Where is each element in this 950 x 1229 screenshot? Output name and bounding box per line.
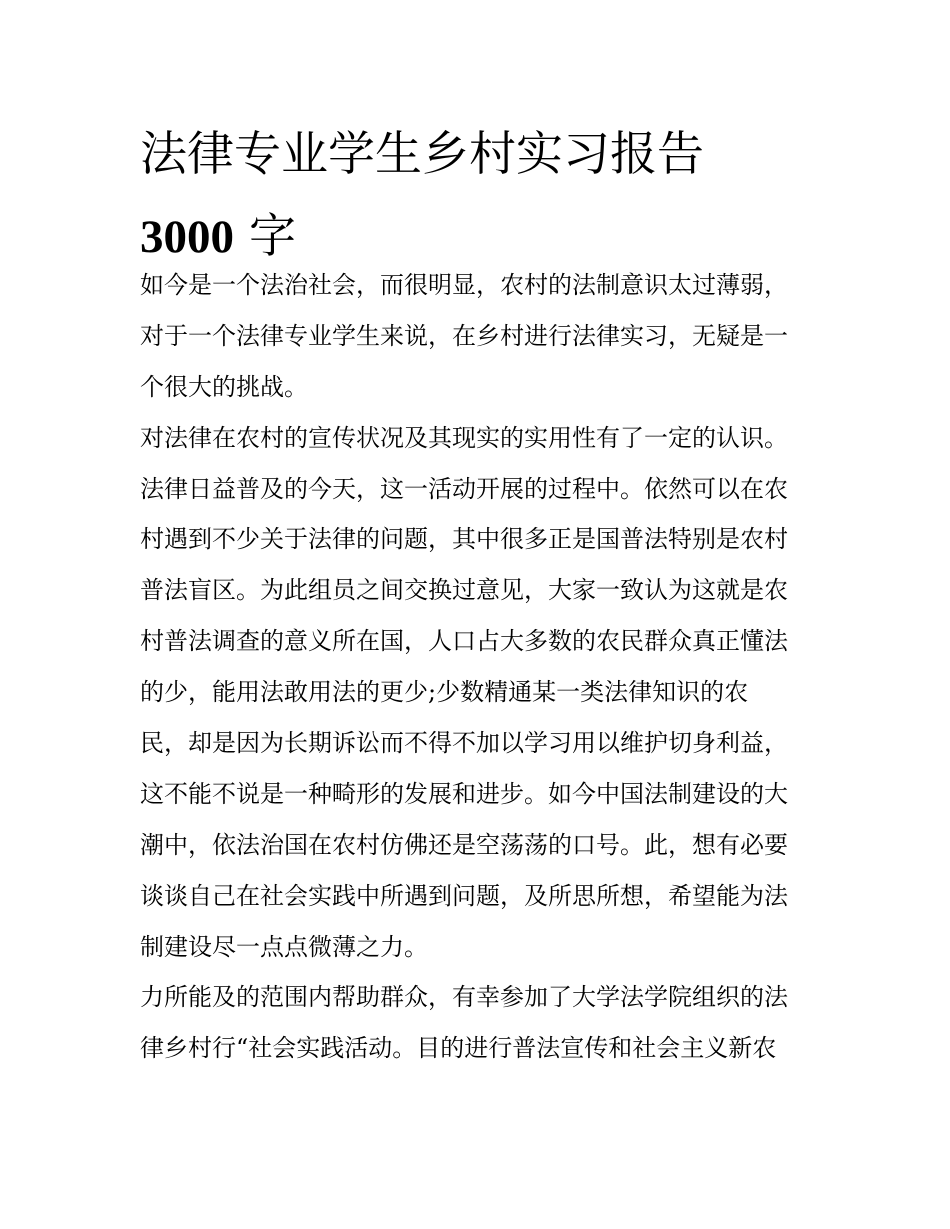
title-number: 3000	[140, 211, 234, 263]
body-line: 对于一个法律专业学生来说，在乡村进行法律实习，无疑是一	[140, 321, 788, 350]
body-line: 普法盲区。为此组员之间交换过意见，大家一致认为这就是农	[140, 576, 788, 605]
body-line: 制建设尽一点点微薄之力。	[140, 932, 428, 961]
body-line: 个很大的挑战。	[140, 372, 308, 401]
body-line: 的少，能用法敢用法的更少;少数精通某一类法律知识的农	[140, 678, 749, 707]
body-line: 潮中，依法治国在农村仿佛还是空荡荡的口号。此，想有必要	[140, 830, 788, 859]
title-line-1: 法律专业学生乡村实习报告	[140, 127, 704, 182]
body-line: 如今是一个法治社会，而很明显，农村的法制意识太过薄弱，	[140, 271, 788, 299]
body-line: 法律日益普及的今天，这一活动开展的过程中。依然可以在农	[140, 474, 788, 503]
body-line: 村遇到不少关于法律的问题，其中很多正是国普法特别是农村	[140, 525, 788, 554]
body-line: 谈谈自己在社会实践中所遇到问题，及所思所想，希望能为法	[140, 881, 788, 910]
document-title	[140, 114, 820, 278]
document-body	[140, 260, 820, 1074]
body-line: 这不能不说是一种畸形的发展和进步。如今中国法制建设的大	[140, 779, 788, 808]
body-line: 民，却是因为长期诉讼而不得不加以学习用以维护切身利益，	[140, 729, 788, 758]
body-line: 对法律在农村的宣传状况及其现实的实用性有了一定的认识。	[140, 423, 788, 452]
title-suffix: 字	[234, 209, 296, 264]
body-line: 力所能及的范围内帮助群众，有幸参加了大学法学院组织的法	[140, 983, 788, 1012]
body-line: 村普法调查的意义所在国，人口占大多数的农民群众真正懂法	[140, 627, 788, 656]
body-line: 律乡村行“社会实践活动。目的进行普法宣传和社会主义新农	[140, 1034, 777, 1063]
